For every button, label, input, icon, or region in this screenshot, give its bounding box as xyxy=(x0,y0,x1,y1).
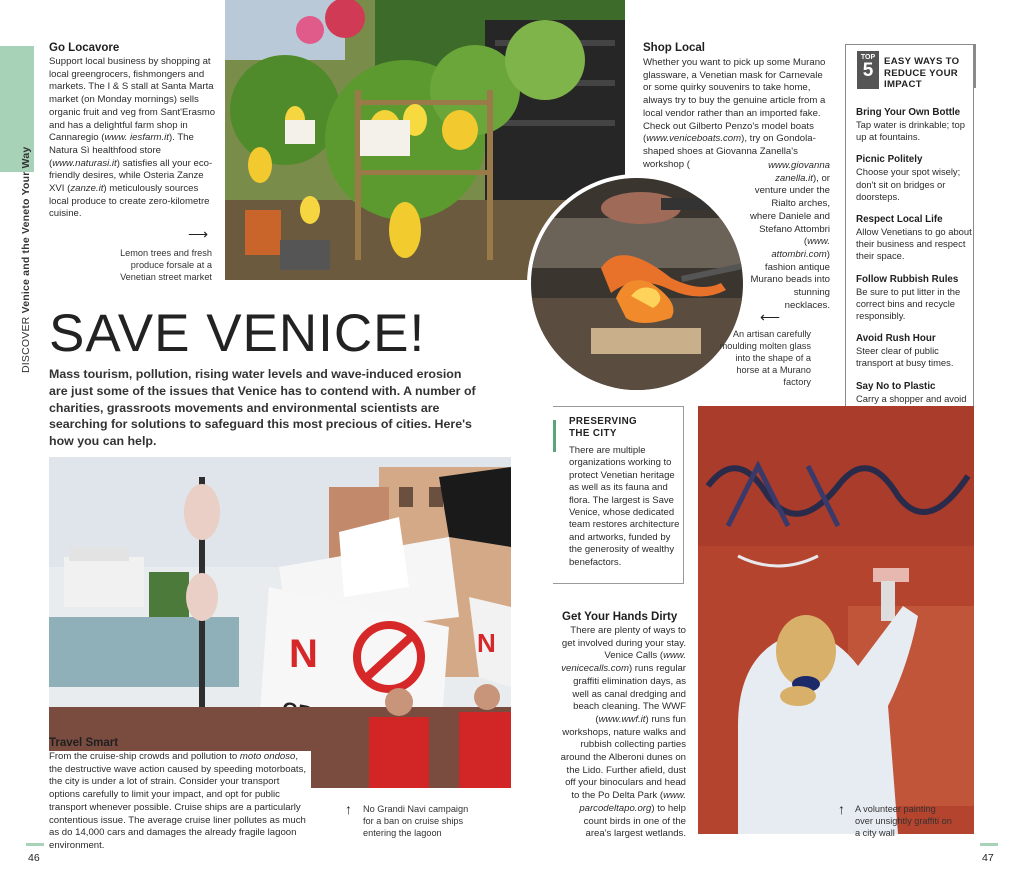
top5-accent-bar xyxy=(974,44,976,88)
link-parcodeltapo: www. parcodeltapo.org xyxy=(579,790,686,814)
shop-local-body-top xyxy=(643,57,829,171)
hands-dirty-body: There are plenty of ways to get involved during your stay. Venice Calls (www. venicecalls.com) runs regular graffiti elimination days, as well as canal dredging and beach cleaning. The WWF (www.wwf.it) runs fun workshops, nature walks and rubbish collecting parties around the Alberoni dunes on the Lido. Further afield, dust off your binoculars and head to the Po Delta Park (www. parcodeltapo.org) to help count birds in one of the area's largest wetlands. xyxy=(560,625,686,840)
shop-local-text-1: Whether you want to pick up some Murano glassware, a Venetian mask for Carnevale or some quirky souvenirs to take home, always try to buy the genuine article from a local vendor rather than an imported fake. Check out Gilberto Penzo's model boats ( xyxy=(643,57,826,145)
preserving-box xyxy=(553,406,684,584)
top5-box xyxy=(845,44,974,439)
link-veniceboats: www.veniceboats.com xyxy=(646,133,742,145)
top5-item: Follow Rubbish Rules Be sure to put litter in the correct bins and recycle responsibly. xyxy=(856,273,961,322)
breadcrumb-prefix: DISCOVER xyxy=(20,316,32,373)
page-number-right: 47 xyxy=(982,852,994,864)
svg-text:N: N xyxy=(289,632,318,676)
top5-item: Avoid Rush Hour Steer clear of public transport at busy times. xyxy=(856,333,954,369)
top5-item: Picnic Politely Choose your spot wisely; don't sit on bridges or doorsteps. xyxy=(856,154,961,202)
link-venicecalls: www. venicecalls.com xyxy=(561,650,686,675)
svg-text:N: N xyxy=(477,628,496,658)
arrow-right-icon: ⟶ xyxy=(188,226,209,242)
go-locavore-body: Support local business by shopping at local greengrocers, fishmongers and markets. The I & S stall at Santa Marta market (on Monday mornings) sells organic fruit and veg from Sant'Erasmo and has a delightful farm shop in Cannaregio (www. iesfarm.it). The Natura Sì healthfood store (www.naturasi.it) satisfies all your eco-friendly desires, while Osteria Zanze XVI (zanze.it) meticulously sources local produce to create zero-kilometre cuisine. xyxy=(49,56,216,220)
navi-caption: No Grandi Navi campaign for a ban on cruise ships entering the lagoon xyxy=(363,804,469,838)
link-zanze: zanze.it xyxy=(70,183,104,195)
go-locavore-heading: Go Locavore xyxy=(49,42,120,54)
link-naturasi: www.naturasi.it xyxy=(52,157,117,169)
shop-local-text-2: ), try on Gondola-shaped shoes at Giovanna Zanella's workshop ( xyxy=(643,133,816,170)
hands-dirty-heading: Get Your Hands Dirty xyxy=(562,611,678,623)
page-number-accent-left xyxy=(26,843,44,846)
glass-caption: An artisan carefully moulding molten glass into the shape of a horse at a Murano factory xyxy=(719,329,811,387)
lemon-caption: Lemon trees and fresh produce forsale at a Venetian street market xyxy=(120,248,212,282)
section-breadcrumb xyxy=(20,33,34,373)
volunteer-graffiti-photo xyxy=(698,406,974,834)
top5-item: Bring Your Own Bottle Tap water is drinkable; top up at fountains. xyxy=(856,107,965,143)
shop-local-heading: Shop Local xyxy=(643,42,705,54)
link-attombri: www. attombri.com xyxy=(771,236,830,260)
preserving-body: There are multiple organizations working to protect Venetian heritage as well as its fauna and flora. The largest is Save Venice, whose dedicated team restores architecture and artworks, funded by the generosity of wealthy benefactors. xyxy=(569,445,680,568)
page-number-left: 46 xyxy=(28,852,40,864)
breadcrumb-title: Venice and the Veneto Your Way xyxy=(20,146,32,314)
travel-smart-heading: Travel Smart xyxy=(49,737,119,749)
arrow-up-icon: ↑ xyxy=(838,801,845,817)
top5-item: Respect Local Life Allow Venetians to go about their business and respect their space. xyxy=(856,214,972,262)
top5-badge: TOP 5 xyxy=(857,51,879,89)
intro-text: Mass tourism, pollution, rising water levels and wave-induced erosion are just some of the issues that Venice has to contend with. A number of charities, grassroots movements and environmental scientists are searching for solutions to safeguard this most precious of cities. Here's how you can help. xyxy=(49,367,476,449)
page-number-accent-right xyxy=(980,843,998,846)
preserving-accent-bar xyxy=(553,420,556,452)
top5-list xyxy=(856,107,972,428)
link-iesfarm: www. iesfarm.it xyxy=(104,132,169,144)
travel-smart-section xyxy=(49,737,311,853)
hands-dirty-section xyxy=(560,611,686,841)
shop-local-continuation: www.giovanna zanella.it), or venture under the Rialto arches, where Daniele and Stefano Attombri (www. attombri.com) fashion antique Murano beads into stunning necklaces. xyxy=(749,160,830,311)
link-giovanna-zanella: www.giovanna zanella.it xyxy=(768,160,830,184)
shop-local-section xyxy=(643,42,831,56)
top5-title: EASY WAYS TO REDUCE YOUR IMPACT xyxy=(884,56,960,90)
preserving-title: PRESERVING THE CITY xyxy=(569,416,638,439)
arrow-up-icon: ↑ xyxy=(345,801,352,817)
arrow-left-icon: ⟵ xyxy=(760,309,781,325)
page-title: SAVE VENICE! xyxy=(49,304,426,363)
top5-item: Say No to Plastic Carry a shopper and avoid xyxy=(856,380,967,404)
travel-smart-body: From the cruise-ship crowds and pollution to moto ondoso, the destructive wave action caused by speeding motorboats, the city is under a lot of strain. Consider your transport options carefully to limit your impact, and opt for public transport whenever possible. Cruise ships are a particularly contentious issue. The average cruise liner pollutes as much as do 14,000 cars and damages the already fragile lagoon environment. xyxy=(49,751,311,853)
link-wwf: www.wwf.it xyxy=(598,713,646,725)
volunteer-caption: A volunteer painting over unsightly graffiti on a city wall xyxy=(855,804,952,838)
go-locavore-section xyxy=(49,42,217,221)
